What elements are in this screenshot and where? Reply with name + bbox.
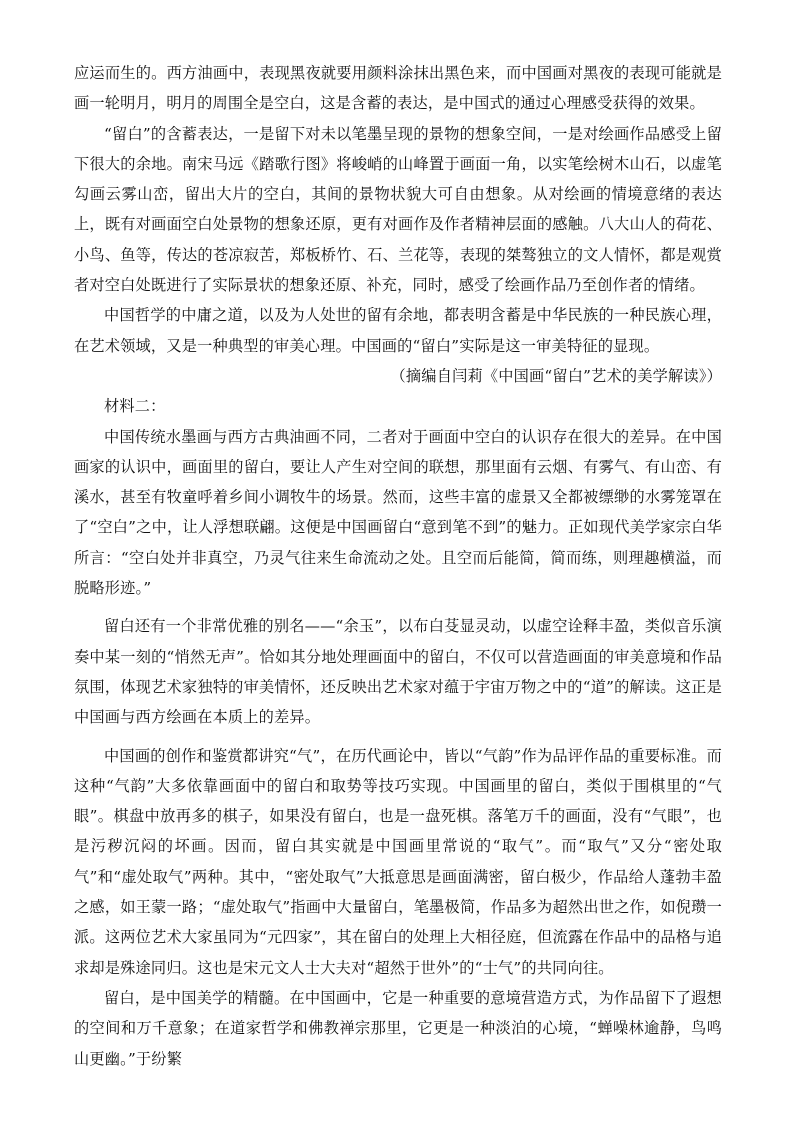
source-citation: （摘编自闫莉《中国画“留白”艺术的美学解读》） bbox=[390, 366, 722, 385]
paragraph-ink-vs-oil: 中国传统水墨画与西方古典油画不同，二者对于画面中空白的认识存在很大的差异。在中国画家的认识中，画面里的留白，要让人产生对空间的联想，那里面有云烟、有雾气、有山峦、有溪水，甚至有牧童呼着乡间小调牧牛的场景。然而，这些丰富的虚景又全都被缥缈的水雾笼罩在了“空白”之中，让人浮想联翩。这便是中国画留白“意到笔不到”的魅力。正如现代美学家宗白华所言：“空白处并非真空，乃灵气往来生命流动之处。且空而后能简，简而练，则理趣横溢，而脱略形迹。” bbox=[74, 427, 722, 598]
document-body bbox=[74, 58, 722, 1074]
paragraph-zhongyong: 中国哲学的中庸之道，以及为人处世的留有余地，都表明含蓄是中华民族的一种民族心理，在艺术领域，又是一种典型的审美心理。中国画的“留白”实际是这一审美特征的显现。 bbox=[74, 306, 722, 355]
paragraph-aesthetic-essence: 留白，是中国美学的精髓。在中国画中，它是一种重要的意境营造方式，为作品留下了遐想的空间和万千意象；在道家哲学和佛教禅宗那里，它更是一种淡泊的心境，“蝉噪林逾静，鸟鸣山更幽。”于纷繁 bbox=[74, 988, 722, 1068]
material-two-label: 材料二： bbox=[104, 397, 166, 416]
spacer bbox=[74, 603, 722, 611]
spacer bbox=[74, 733, 722, 741]
paragraph-qiyun: 中国画的创作和鉴赏都讲究“气”，在历代画论中，皆以“气韵”作为品评作品的重要标准。而这种“气韵”大多依靠画面中的留白和取势等技巧实现。中国画里的留白，类似于围棋里的“气眼”。棋盘中放再多的棋子，如果没有留白，也是一盘死棋。落笔万千的画面，没有“气眼”，也是污秽沉闷的坏画。因而，留白其实就是中国画里常说的“取气”。而“取气”又分“密处取气”和“虚处取气”两种。其中，“密处取气”大抵意思是画面满密，留白极少，作品给人蓬勃丰盈之感，如王蒙一路；“虚处取气”指画中大量留白，笔墨极简，作品多为超然出世之作，如倪瓒一派。这两位艺术大家虽同为“元四家”，其在留白的处理上大相径庭，但流露在作品中的品格与追求却是殊途同归。这也是宋元文人士大夫对“超然于世外”的“士气”的共同向往。 bbox=[74, 746, 722, 977]
paragraph-continuation: 应运而生的。西方油画中，表现黑夜就要用颜料涂抹出黑色来，而中国画对黑夜的表现可能就是画一轮明月，明月的周围全是空白，这是含蓄的表达，是中国式的通过心理感受获得的效果。 bbox=[74, 64, 722, 113]
paragraph-liubai-expression: “留白”的含蓄表达，一是留下对未以笔墨呈现的景物的想象空间，一是对绘画作品感受上留下很大的余地。南宋马远《踏歌行图》将峻峭的山峰置于画面一角，以实笔绘树木山石，以虚笔勾画云雾山峦，留出大片的空白，其间的景物状貌大可自由想象。从对绘画的情境意绪的表达上，既有对画面空白处景物的想象还原，更有对画作及作者精神层面的感触。八大山人的荷花、小鸟、鱼等，传达的苍凉寂苦，郑板桥竹、石、兰花等，表现的桀骜独立的文人情怀，都是观赏者对空白处既进行了实际景状的想象还原、补充，同时，感受了绘画作品乃至创作者的情绪。 bbox=[74, 124, 722, 295]
paragraph-yuyu: 留白还有一个非常优雅的别名——“余玉”，以布白芟显灵动，以虚空诠释丰盈，类似音乐演奏中某一刻的“悄然无声”。恰如其分地处理画面中的留白，不仅可以营造画面的审美意境和作品氛围，体现艺术家独特的审美情怀，还反映出艺术家对蕴于宇宙万物之中的“道”的解读。这正是中国画与西方绘画在本质上的差异。 bbox=[74, 617, 722, 727]
